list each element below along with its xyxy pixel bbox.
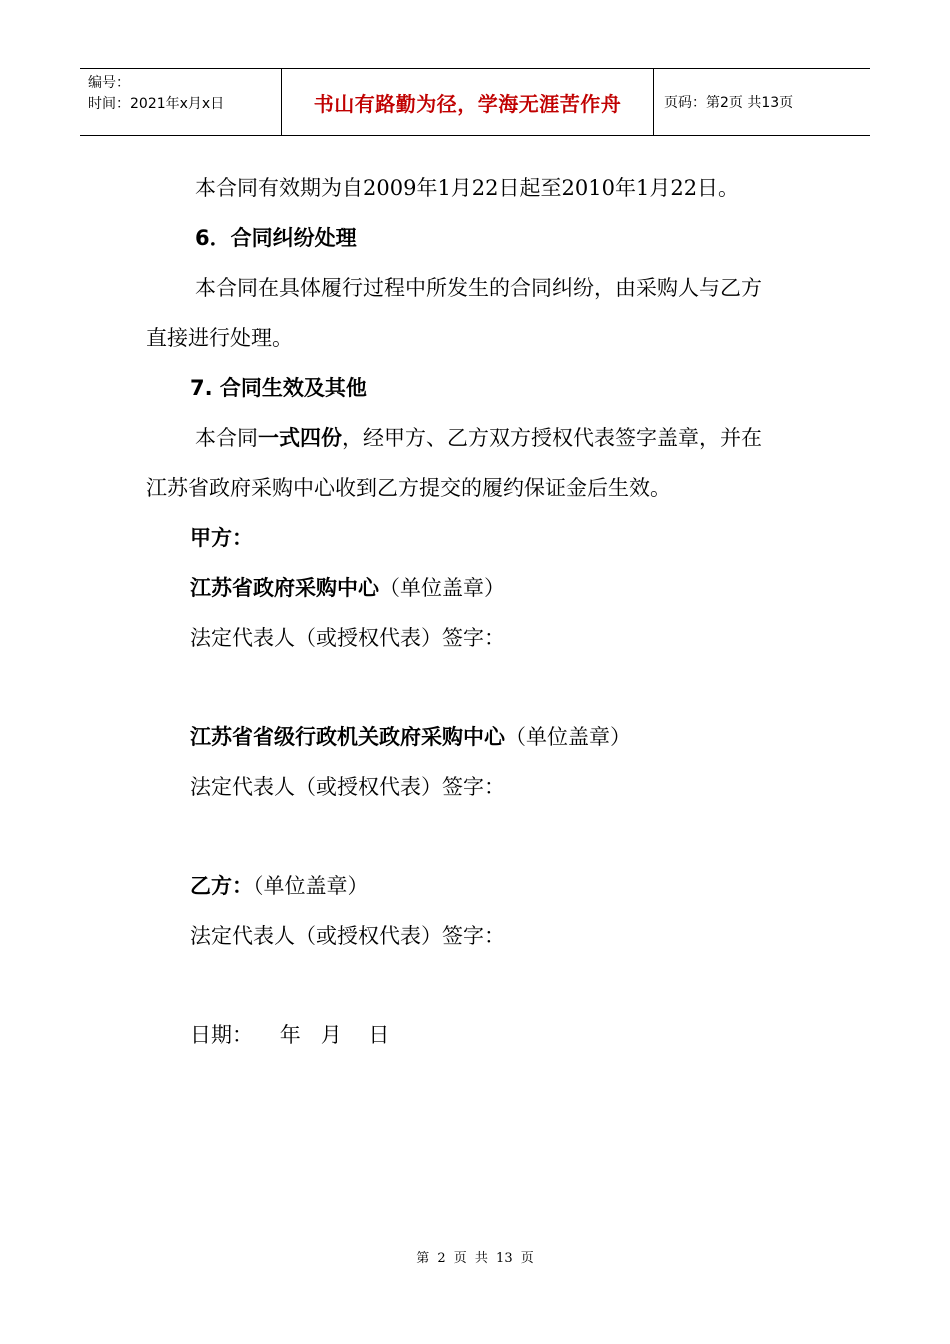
party-b-line [190,870,369,900]
document-time-label: 时间：2021年x月x日 [88,96,225,112]
validity-paragraph: 本合同有效期为自2009年1月22日起至2010年1月22日。 [195,176,740,200]
signature-line-1: 法定代表人（或授权代表）签字： [190,626,505,650]
section-7-line-1 [195,422,762,452]
org-1-name: 江苏省政府采购中心 [190,576,379,600]
party-a-label: 甲方： [190,526,253,550]
signature-line-3: 法定代表人（或授权代表）签字： [190,924,505,948]
section-7-text-pre: 本合同 [195,426,258,450]
section-7-line-2: 江苏省政府采购中心收到乙方提交的履约保证金后生效。 [146,476,671,500]
org-2-seal: （单位盖章） [505,725,631,749]
org-1-line [190,572,505,602]
header-page-info: 页码：第2页 共13页 [664,95,794,111]
party-b-label: 乙方： [190,874,253,898]
page-footer: 第 2 页 共 13 页 [416,1251,534,1266]
section-7-title: 7. 合同生效及其他 [190,376,367,400]
section-6-line-1: 本合同在具体履行过程中所发生的合同纠纷，由采购人与乙方 [195,276,762,300]
header-meta [80,69,282,135]
section-6-title: 6．合同纠纷处理 [195,226,357,250]
section-7-text-post: ，经甲方、乙方双方授权代表签字盖章，并在 [342,426,762,450]
org-2-line [190,721,631,751]
copies-count-text: 一式四份 [258,426,342,450]
date-line: 日期： 年 月 日 [190,1023,390,1047]
signature-line-2: 法定代表人（或授权代表）签字： [190,775,505,799]
header-motto: 书山有路勤为径，学海无涯苦作舟 [282,69,654,135]
page-header [80,68,870,136]
section-6-line-2: 直接进行处理。 [146,326,293,350]
org-1-seal: （单位盖章） [379,576,505,600]
org-2-name: 江苏省省级行政机关政府采购中心 [190,725,505,749]
document-number-label: 编号： [88,75,130,91]
party-b-seal: （单位盖章） [253,874,369,898]
